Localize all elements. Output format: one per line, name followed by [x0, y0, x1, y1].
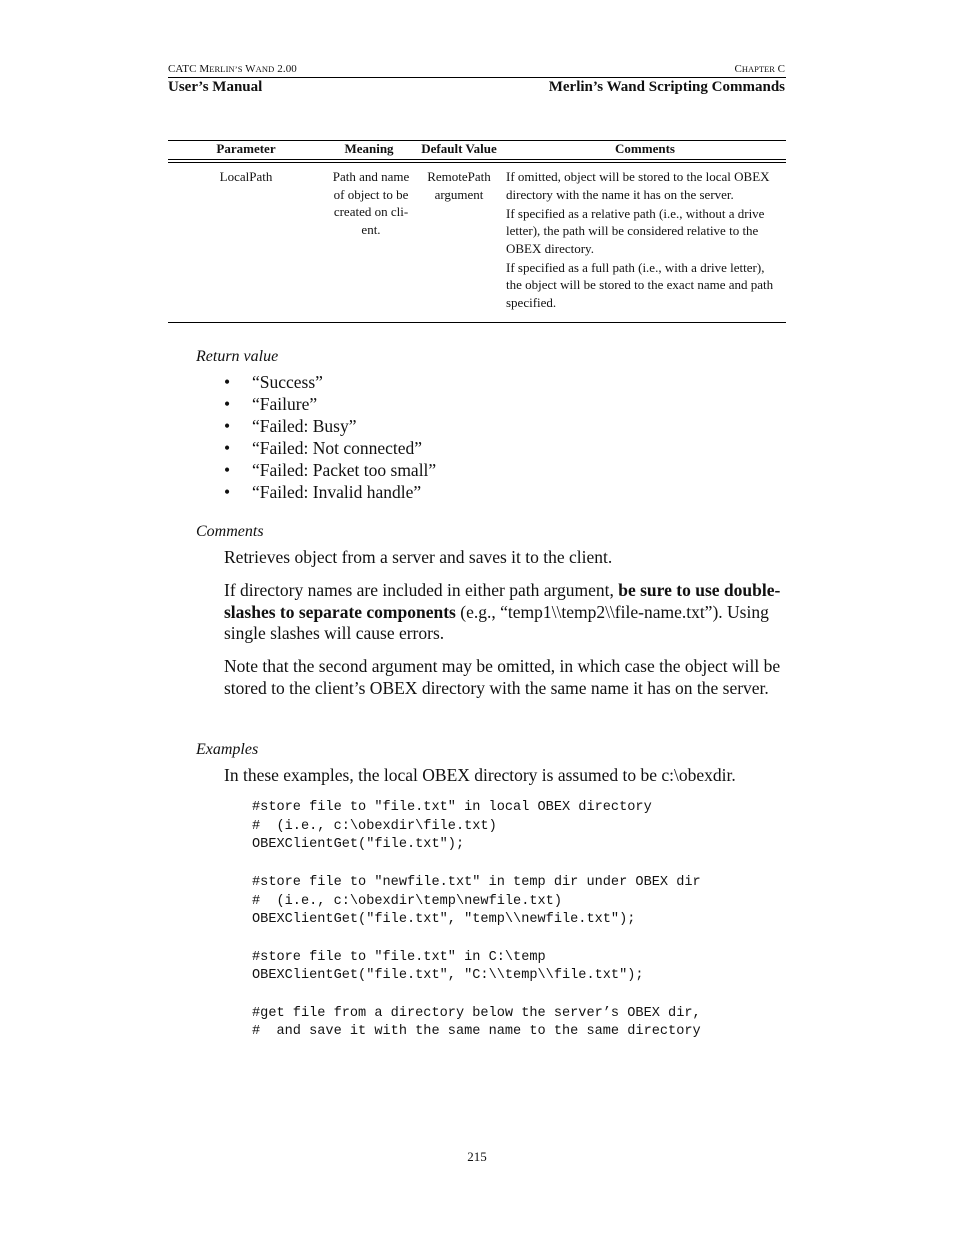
list-item-text: “Success”: [252, 372, 323, 392]
list-item: [224, 481, 436, 503]
bullet-icon: •: [224, 460, 231, 480]
column-header-comments: Comments: [615, 141, 675, 156]
list-item-text: “Failed: Invalid handle”: [252, 482, 422, 502]
running-header-product: [168, 63, 297, 75]
product-name: CATC MERLIN’S WAND 2.00: [168, 63, 297, 75]
running-header-chapter: CHAPTER C: [734, 63, 785, 75]
comments-paragraph-2: [224, 580, 790, 645]
list-item-text: “Failed: Not connected”: [252, 438, 423, 458]
comments-p2-text-end: (e.g., “temp1\\temp2\\file-name.txt”). Using single slashes will cause errors.: [224, 601, 769, 643]
comments-p2-emphasis: be sure to use double-slashes to separate components: [224, 580, 781, 622]
bullet-icon: •: [224, 394, 231, 414]
comment-paragraph: If specified as a relative path (i.e., without a drive letter), the path will be considered relative to the OBEX directory.: [506, 205, 765, 256]
bullet-icon: •: [224, 372, 231, 392]
examples-heading: Examples: [196, 741, 259, 758]
list-item-text: “Failure”: [252, 394, 318, 414]
code-example: #store file to "file.txt" in local OBEX directory # (i.e., c:\obexdir\file.txt) OBEXClientGet("file.txt"); #store file to "newfile.txt" in temp dir under OBEX dir # (i.e., c:\obexdir\temp\newfile.txt) OBEXClientGet("file.txt", "temp\\newfile.txt"); #store file to "file.txt" in C:\temp OBEXClientGet("file.txt", "C:\\temp\\file.txt"); #get file from a directory below the server’s OBEX dir, # and save it with the same name to the same directory: [252, 800, 701, 1040]
bullet-icon: •: [224, 438, 231, 458]
list-item: [224, 393, 436, 415]
return-value-list: [224, 371, 436, 503]
list-item-text: “Failed: Packet too small”: [252, 460, 437, 480]
bullet-icon: •: [224, 482, 231, 502]
column-header-meaning: Meaning: [344, 141, 394, 156]
running-header-section: Merlin’s Wand Scripting Commands: [548, 79, 785, 95]
bullet-icon: •: [224, 416, 231, 436]
table-header-row: [168, 141, 786, 157]
parameter-table: [168, 140, 786, 323]
running-header-manual: User’s Manual: [168, 79, 263, 95]
list-item-text: “Failed: Busy”: [252, 416, 357, 436]
cell-comments: [504, 168, 786, 313]
return-value-heading: Return value: [196, 348, 279, 365]
list-item: [224, 437, 436, 459]
comments-paragraph-1: Retrieves object from a server and saves it to the client.: [224, 547, 613, 567]
header-rule: [168, 77, 786, 78]
comments-paragraph-3: Note that the second argument may be omitted, in which case the object will be stored to the client’s OBEX directory with the same name it has on the server.: [224, 656, 781, 698]
column-header-parameter: Parameter: [216, 141, 276, 156]
table-header-rule: [168, 159, 786, 160]
comment-paragraph: If omitted, object will be stored to the local OBEX directory with the name it has on the server.: [506, 169, 770, 202]
table-bottom-rule: [168, 322, 786, 323]
page-number: 215: [467, 1149, 487, 1164]
comment-paragraph: If specified as a full path (i.e., with a drive letter), the object will be stored to the exact name and path specified.: [506, 259, 774, 310]
cell-meaning: Path and name of object to be created on cli-ent.: [332, 169, 410, 237]
examples-intro: In these examples, the local OBEX directory is assumed to be c:\obexdir.: [224, 765, 736, 785]
column-header-default-value: Default Value: [421, 141, 497, 156]
cell-default-value: RemotePath argument: [427, 169, 491, 202]
comments-heading: Comments: [196, 523, 264, 540]
list-item: [224, 459, 436, 481]
list-item: [224, 415, 436, 437]
comments-p2-text: If directory names are included in either path argument,: [224, 580, 619, 600]
table-row: [168, 163, 786, 322]
cell-parameter: LocalPath: [219, 169, 273, 184]
list-item: [224, 371, 436, 393]
